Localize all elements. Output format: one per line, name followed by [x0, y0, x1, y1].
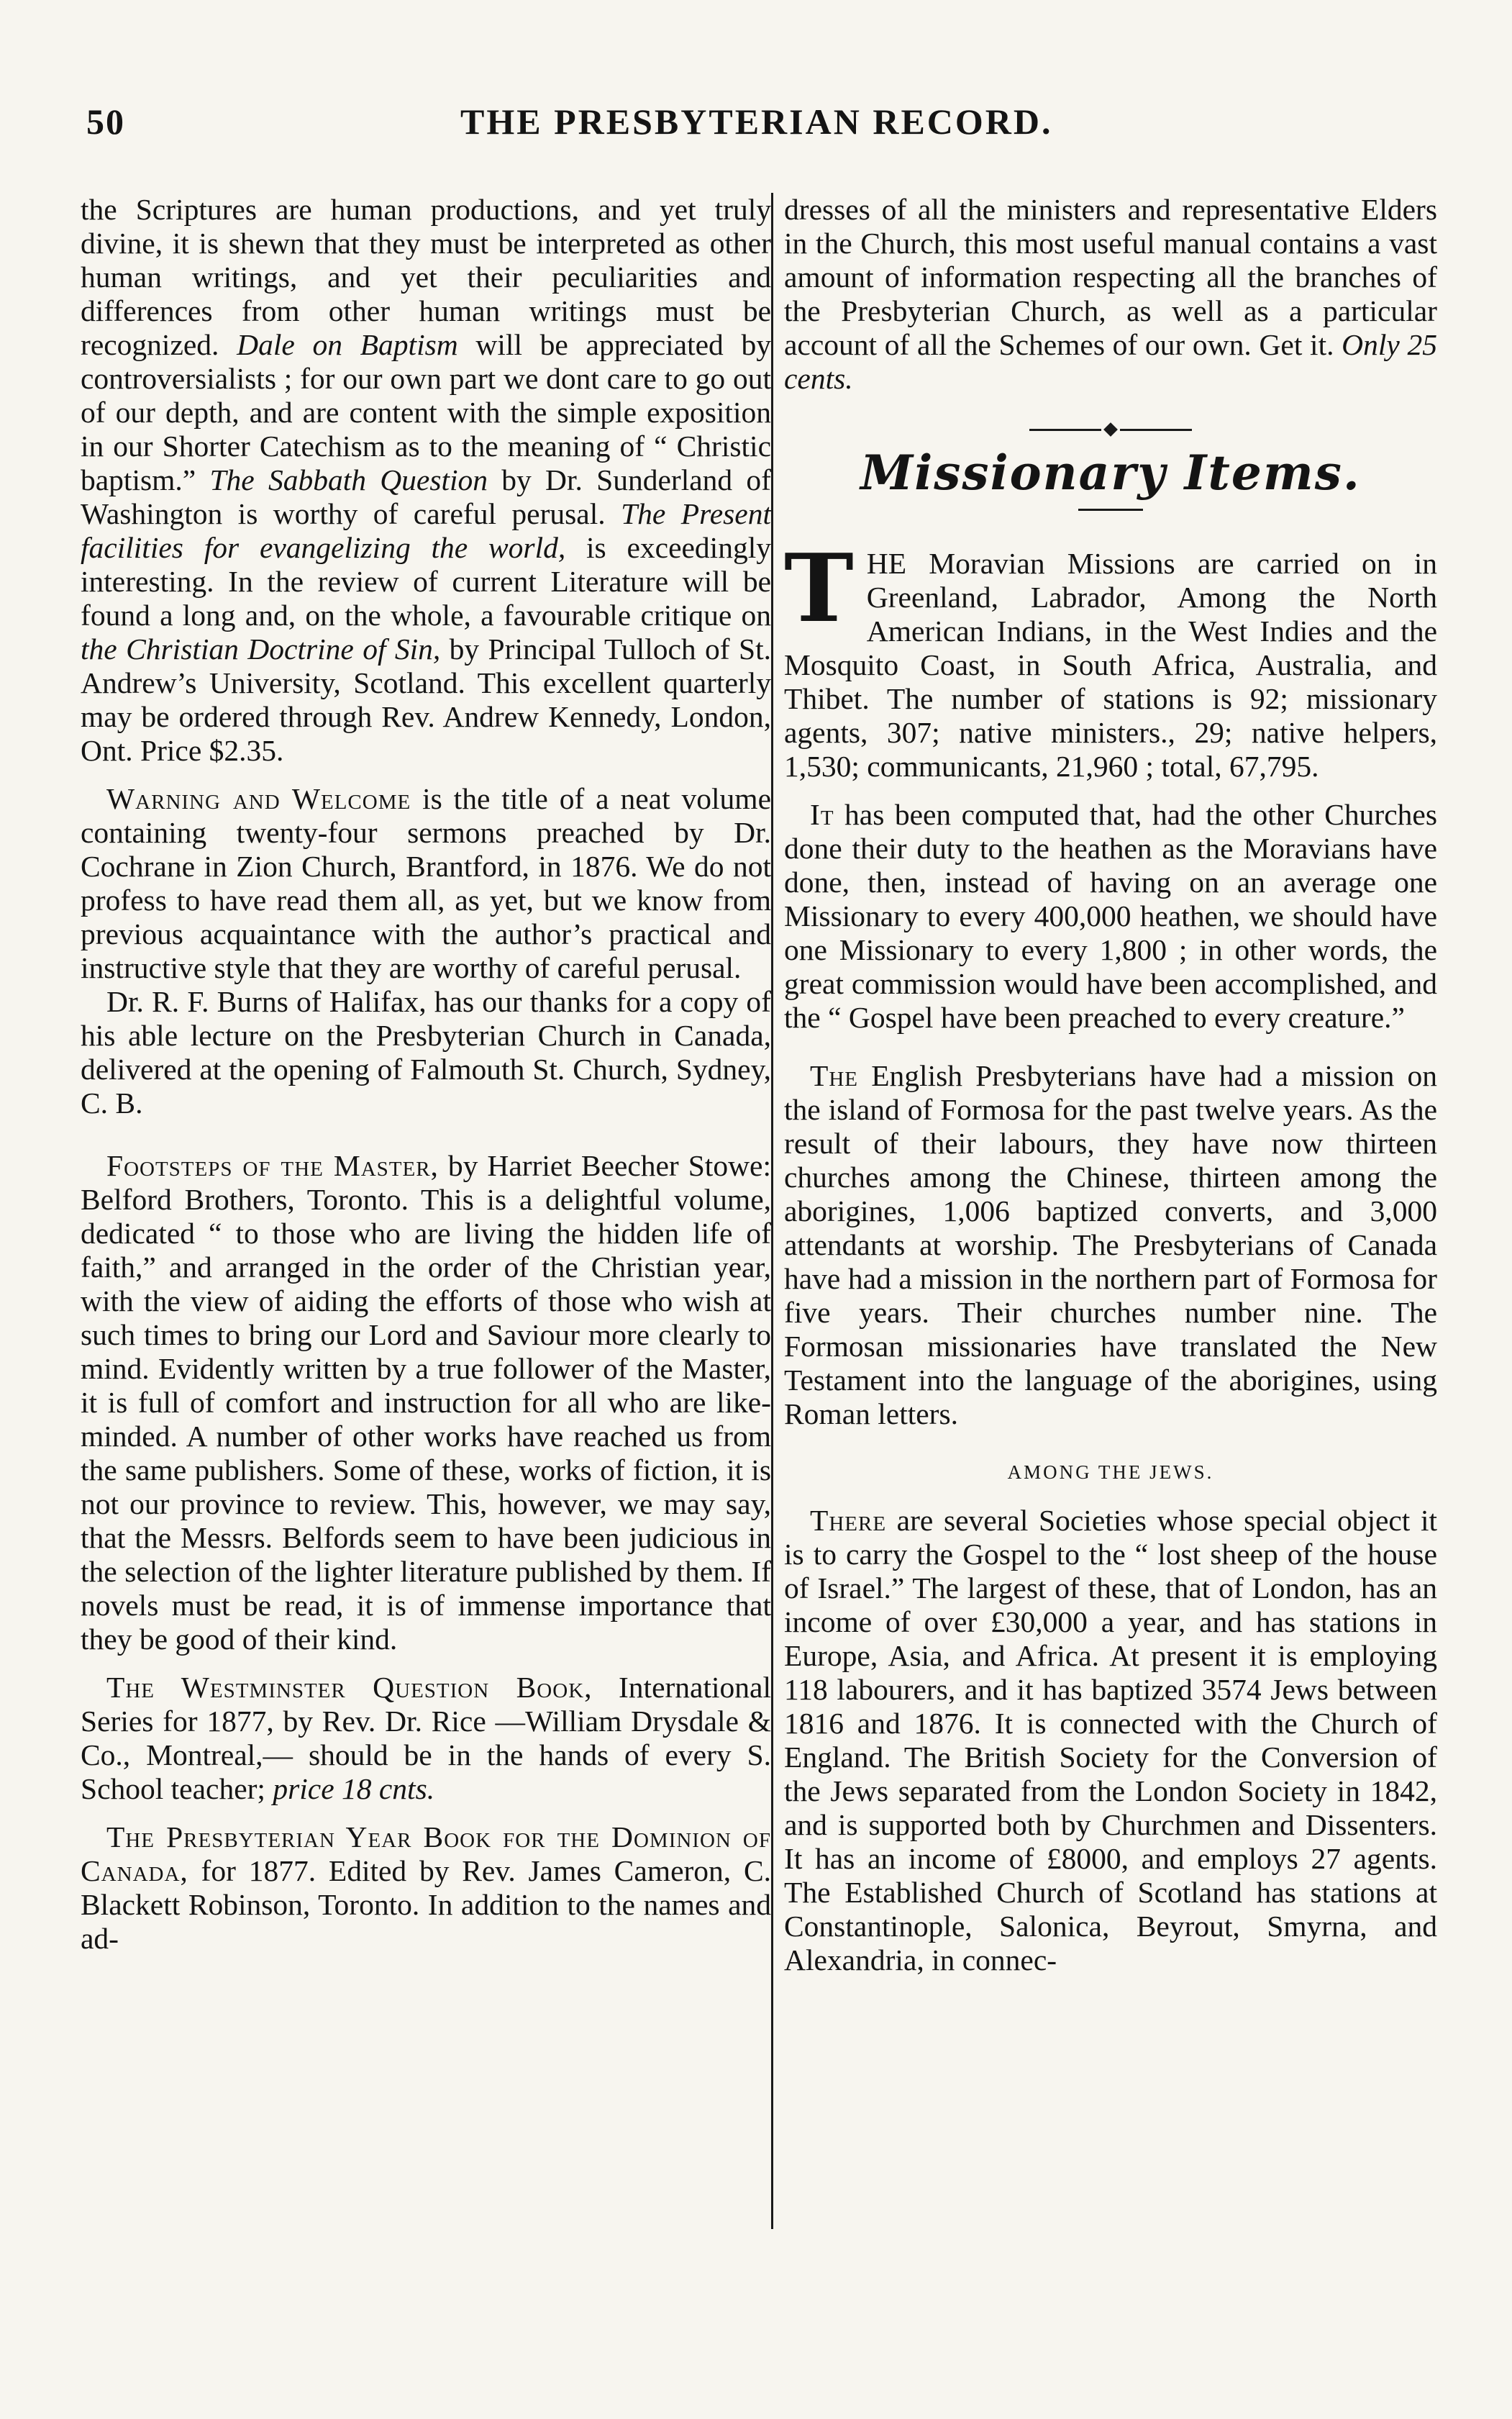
text-span: for 1877. Edited by Rev. James Cameron, C. Blackett Robinson, Toronto. In addition to the names and ad-	[81, 1854, 771, 1955]
text-span: is the title of a neat volume containing twenty-four sermons preached by Dr. Cochrane in Zion Church, Brantford, in 1876. We do not profess to have read them all, as yet, but we know from previous acquaintance with the author’s practical and instructive style that they are worthy of careful perusal.	[81, 782, 771, 984]
question-book-paragraph	[81, 1671, 771, 1806]
text-span: are several Societies whose special object it is to carry the Gospel to the “ lost sheep of the house of Israel.” The largest of these, that of London, has an income of over £30,000 a year, and has stations in Europe, Asia, and Africa. At present it is employing 118 labourers, and it has baptized 3574 Jews between 1816 and 1876. It is connected with the Church of England. The British Society for the Conversion of the Jews separated from the London Society in 1842, and is supported both by Churchmen and Dissenters. It has an income of £8000, and employs 27 agents. The Established Church of Scotland has stations at Constantinople, Salonica, Beyrout, Smyrna, and Alexandria, in connec-	[784, 1504, 1437, 1976]
text-span: is exceedingly interesting. In the review of current Literature will be found a long and, on the whole, a favourable critique on	[81, 531, 771, 632]
italic-text: price 18 cnts.	[273, 1772, 435, 1805]
right-column	[784, 193, 1437, 1977]
smallcaps-lead: The	[810, 1059, 859, 1092]
computed-paragraph	[784, 798, 1437, 1035]
smallcaps-title: The Westminster Question Book,	[106, 1671, 593, 1704]
heading-rule	[1078, 509, 1143, 511]
drop-cap: T	[784, 533, 854, 643]
smallcaps-title: Warning and Welcome	[106, 782, 411, 815]
left-column	[81, 193, 771, 1956]
italic-text: Only 25 cents.	[784, 328, 1438, 395]
year-book-paragraph	[81, 1820, 771, 1956]
running-head: THE PRESBYTERIAN RECORD.	[460, 101, 1053, 142]
text-span: the Scriptures are human productions, and yet truly divine, it is shewn that they must be interpreted as other human writings, and yet their peculiarities and differences from other human writings must be recognized.	[81, 193, 771, 361]
text-span: by Harriet Beecher Stowe: Belford Brothers, Toronto. This is a delightful volume, dedicated “ to those who are living the hidden life of faith,” and arranged in the order of the Christian year, with the view of aiding the efforts of those who wish at such times to bring our Lord and Saviour more clearly to mind. Evidently written by a true follower of the Master, it is full of comfort and instruction for all who are like-minded. A number of other works have reached us from the same publishers. Some of these, works of fiction, it is not our province to review. This, however, we may say, that the Messrs. Belfords seem to have been judicious in the selection of the lighter literature published by them. If novels must be read, it is of immense importance that they be good of their kind.	[81, 1149, 771, 1656]
text-span: will be appreciated by controversialists ; for our own part we dont care to go out of our depth, and are content with the simple exposition in our Shorter Catechism as to the meaning of “ Christic baptism.”	[81, 328, 771, 496]
divider-diamond	[1103, 422, 1118, 437]
moravian-missions-paragraph	[784, 533, 1437, 784]
subsection-heading: AMONG THE JEWS.	[1007, 1461, 1214, 1483]
smallcaps-title: The Presbyterian Year Book for the Dominion of Canada,	[81, 1820, 771, 1887]
book-review-paragraph	[81, 193, 771, 768]
divider-line	[1120, 429, 1192, 431]
formosa-paragraph	[784, 1059, 1437, 1431]
page-number: 50	[86, 101, 125, 142]
column-divider	[771, 193, 773, 2229]
jews-paragraph	[784, 1504, 1437, 1977]
smallcaps-lead: It	[810, 798, 834, 831]
text-span: International Series for 1877, by Rev. Dr. Rice —William Drysdale & Co., Montreal,— should be in the hands of every S. School teacher;	[81, 1671, 771, 1805]
italic-title: The Present facilities for evangelizing the world,	[81, 497, 771, 564]
text-span: HE Moravian Missions are carried on in Greenland, Labrador, Among the North American Indians, in the West Indies and the Mosquito Coast, in South Africa, Australia, and Thibet. The number of stations is 92; missionary agents, 307; native ministers., 29; native helpers, 1,530; communicants, 21,960 ; total, 67,795.	[784, 547, 1437, 783]
smallcaps-lead: There	[810, 1504, 887, 1537]
smallcaps-title: Footsteps of the Master,	[106, 1149, 439, 1182]
ornamental-divider	[784, 425, 1437, 435]
burns-lecture-paragraph: Dr. R. F. Burns of Halifax, has our thanks for a copy of his able lecture on the Presbyterian Church in Canada, delivered at the opening of Falmouth St. Church, Sydney, C. B.	[81, 985, 771, 1120]
text-span: dresses of all the ministers and representative Elders in the Church, this most useful manual contains a vast amount of information respecting all the branches of the Presbyterian Church, as well as a particular account of all the Schemes of our own. Get it.	[784, 193, 1437, 361]
italic-title: the Christian Doctrine of Sin,	[81, 632, 441, 666]
text-span: English Presbyterians have had a mission on the island of Formosa for the past twelve years. As the result of their labours, they have now thirteen churches among the Chinese, thirteen among the aborigines, 1,006 baptized converts, and 3,000 attendants at worship. The Presbyterians of Canada have had a mission in the northern part of Formosa for five years. Their churches number nine. The Formosan missionaries have translated the New Testament into the language of the aborigines, using Roman letters.	[784, 1059, 1437, 1430]
warning-and-welcome-paragraph	[81, 782, 771, 985]
year-book-continuation	[784, 193, 1437, 396]
footsteps-paragraph	[81, 1149, 771, 1656]
italic-title: Dale on Baptism	[237, 328, 458, 361]
section-heading: Missionary Items.	[860, 445, 1361, 501]
text-span: has been computed that, had the other Churches done their duty to the heathen as the Moravians have done, then, instead of having on an average one Missionary to every 400,000 heathen, we should have one Missionary to every 1,800 ; in other words, the great commission would have been accomplished, and the “ Gospel have been preached to every creature.”	[784, 798, 1437, 1034]
divider-line	[1029, 429, 1101, 431]
text-span: by Principal Tulloch of St. Andrew’s University, Scotland. This excellent quarterly may be ordered through Rev. Andrew Kennedy, London, Ont. Price $2.35.	[81, 632, 771, 767]
text-span: by Dr. Sunderland of Washington is worthy of careful perusal.	[81, 463, 771, 530]
italic-title: The Sabbath Question	[209, 463, 488, 496]
